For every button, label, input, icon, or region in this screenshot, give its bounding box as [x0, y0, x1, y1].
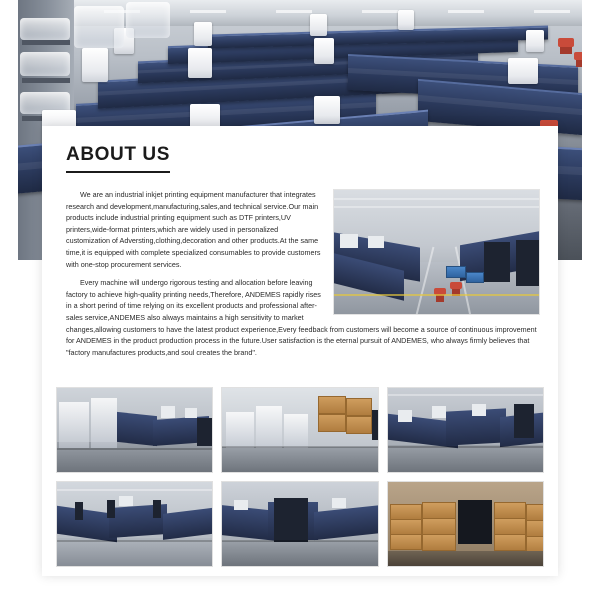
about-body [66, 189, 540, 358]
printer-production-line-photo [387, 387, 544, 473]
about-us-card [42, 126, 558, 576]
gallery-row-2 [42, 481, 558, 567]
gallery-row-1 [42, 387, 558, 473]
factory-workshop-photo [333, 189, 540, 315]
assembly-workshop-photo [56, 481, 213, 567]
packed-machines-photo [56, 387, 213, 473]
carton-warehouse-photo [387, 481, 544, 567]
printer-row-closeup-photo [221, 481, 378, 567]
warehouse-pallets-photo [221, 387, 378, 473]
about-paragraph-2-text: Every machine will undergo rigorous testing and allocation before leaving factory to achieve high-quality printing needs,Therefore, ANDEMES rapidly rises in a short perind of time relying on its excellent products and professional after-sales service,ANDEMES also always maintains a high sensitivity to market changes,allowing customers to have the latest product experience,Every feedback from customers will become a source of continuous improvement for ANDEMES in the product production process in the future.User satisfaction is the eternal pursuit of ANDEMES, who always firmly believes that "factory manufactures products,and soul creates the brand". [66, 278, 537, 357]
about-paragraph-1-text: We are an industrial inkjet printing equipment manufacturer that integrates research and development,manufacturing,sales,and technical service.Our main products include industrial printing equipment such as DTF printers,UV printers,wide-format printers,which are widely used in personalized customization of Adversting,clothing,decoration and other products.At the same time,it is equipped with complete specialized consumables to provide customers with one-stop procurement services. [66, 190, 321, 269]
page-title: ABOUT US [66, 144, 170, 173]
